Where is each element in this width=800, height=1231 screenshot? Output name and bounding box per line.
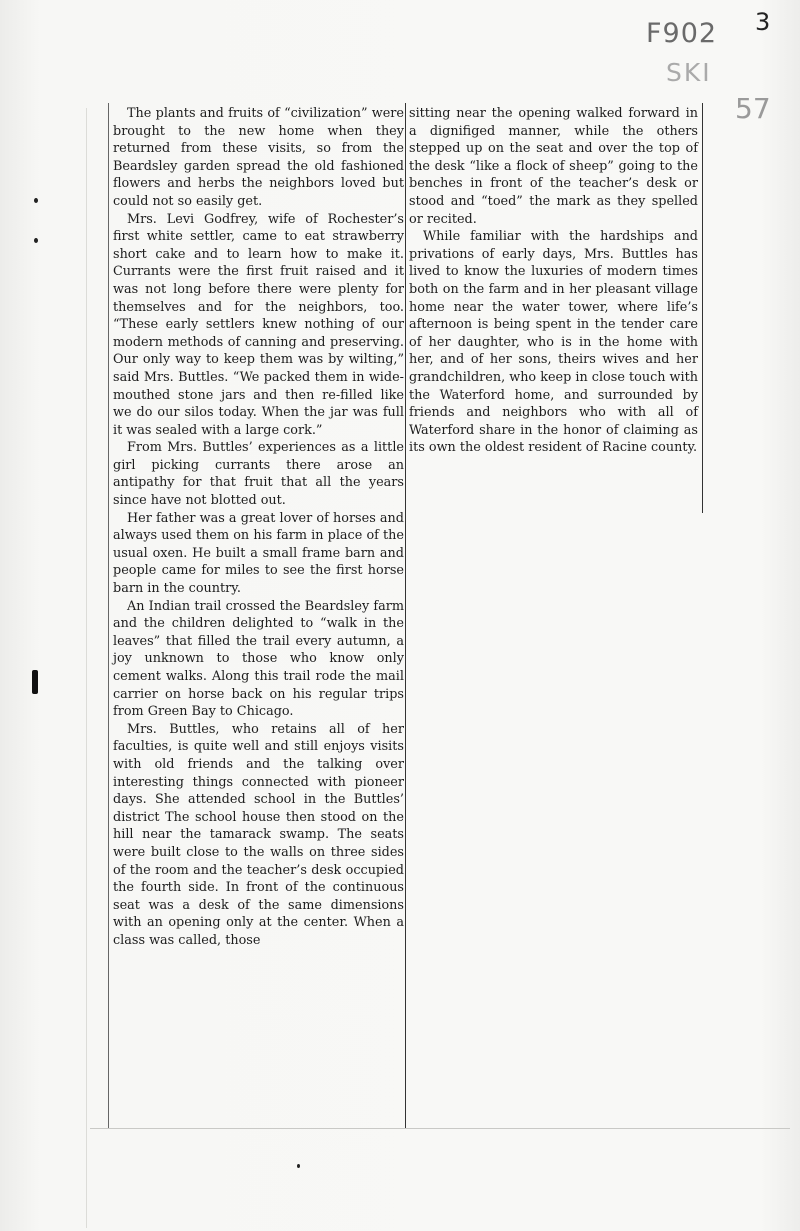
- margin-mark: [34, 238, 38, 243]
- paragraph: An Indian trail crossed the Beardsley farm and the children delighted to “walk in the leaves” that filled the trail every autumn, a joy unknown to those who know only cement walks. Along this trail rode the mail carrier on horse back on his regular trips from Green Bay to Chicago.: [113, 598, 404, 720]
- paragraph: Mrs. Levi Godfrey, wife of Rochester’s first white settler, came to eat strawberry short cake and to learn how to make it. Currants were the first fruit raised and it was not long before there were plenty for themselves and for the neighbors, too. “These early settlers knew nothing of our modern methods of canning and preserving. Our only way to keep them was by wilting,” said Mrs. Buttles. “We packed them in wide-mouthed stone jars and then re-filled like we do our silos today. When the jar was full it was sealed with a large cork.”: [113, 211, 404, 438]
- page-edge-line: [86, 108, 87, 1228]
- column-rule-left: [108, 103, 109, 1129]
- article-column-right: [409, 105, 698, 457]
- clipping-bottom-edge: [90, 1128, 790, 1129]
- paragraph: Mrs. Buttles, who retains all of her faculties, is quite well and still enjoys visits with old friends and the talking over interesting things connected with pioneer days. She attended school in the Buttles’ district The school house then stood on the hill near the tamarack swamp. The seats were built close to the walls on three sides of the room and the teacher’s desk occupied the fourth side. In front of the continuous seat was a desk of the same dimensions with an opening only at the center. When a class was called, those: [113, 721, 404, 948]
- paragraph: From Mrs. Buttles’ experiences as a little girl picking currants there arose an antipathy for that fruit that all the years since have not blotted out.: [113, 440, 404, 509]
- paragraph: While familiar with the hardships and privations of early days, Mrs. Buttles has lived to know the luxuries of modern times both on the farm and in her pleasant village home near the water tower, where life’s afternoon is being spent in the tender care of her daughter, who is in the home with her, and of her sons, theirs wives and her grandchildren, who keep in close touch with the Waterford home, and surrounded by friends and neighbors who with all of Waterford share in the honor of claiming as its own the oldest resident of Racine county.: [409, 229, 698, 456]
- paragraph: sitting near the opening walked forward in a dignifiged manner, while the others stepped up on the seat and over the top of the desk “like a flock of sheep” going to the benches in front of the teacher’s desk or stood and “toed” the mark as they spelled or recited.: [409, 106, 698, 227]
- page-number-annotation: 57: [735, 92, 771, 125]
- paragraph: The plants and fruits of “civilization” were brought to the new home when they returned from these visits, so from the Beardsley garden spread the old fashioned flowers and herbs the neighbors loved but could not so easily get.: [113, 106, 404, 209]
- number-annotation: 3: [755, 8, 771, 36]
- paragraph: Her father was a great lover of horses and always used them on his farm in place of the usual oxen. He built a small frame barn and people came for miles to see the first horse barn in the country.: [113, 510, 404, 597]
- margin-mark: [32, 670, 38, 694]
- catalog-annotation: F902: [646, 18, 718, 49]
- margin-mark: [34, 198, 38, 203]
- column-rule-right: [702, 103, 703, 513]
- column-rule-middle: [405, 103, 406, 1129]
- sub-annotation: SKI: [666, 58, 712, 87]
- article-column-left: [113, 105, 404, 950]
- margin-mark: [297, 1164, 300, 1168]
